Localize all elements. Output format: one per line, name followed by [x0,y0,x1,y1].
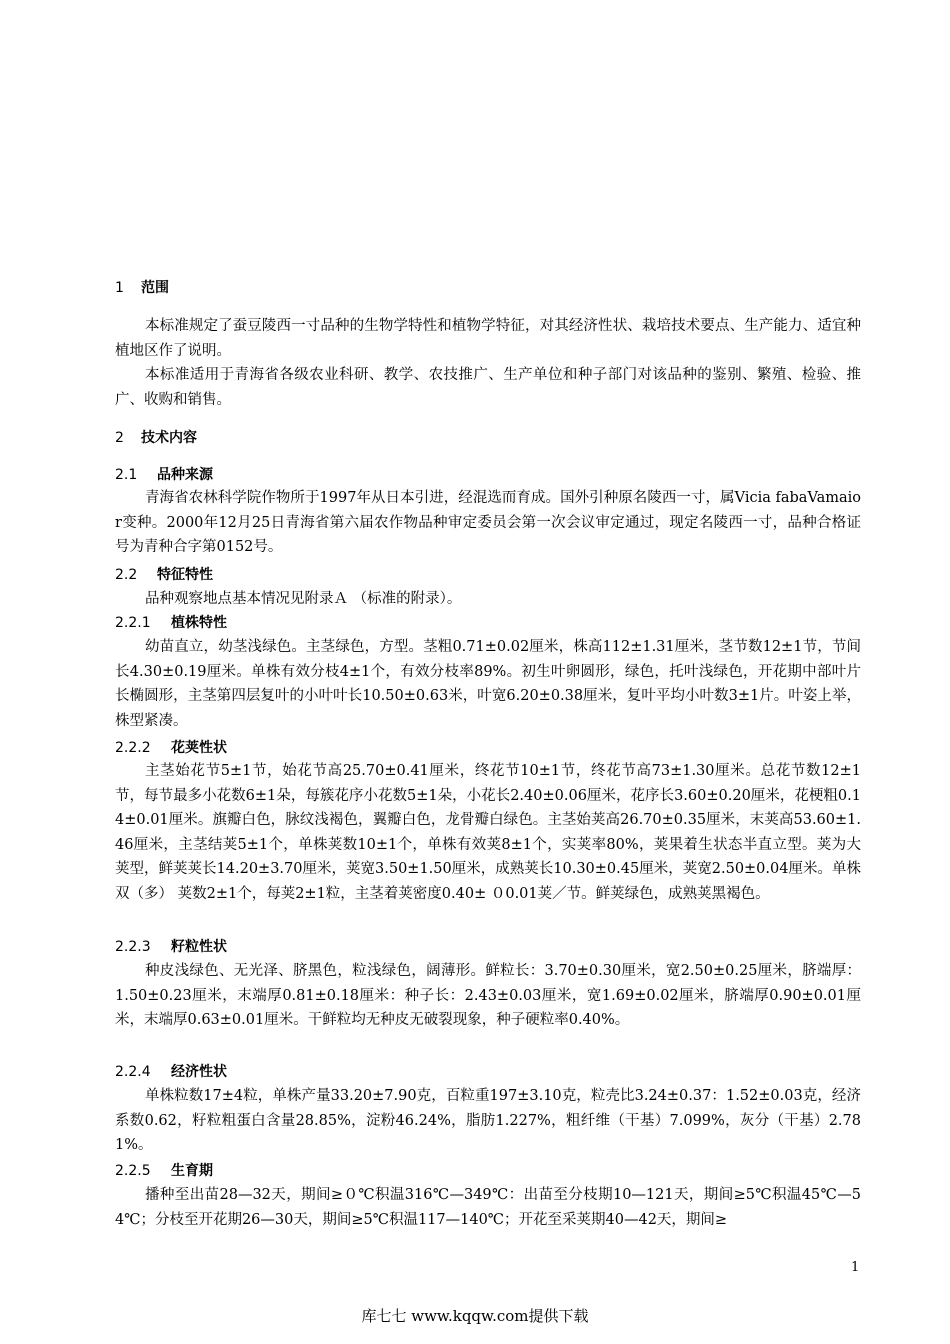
section-heading-2-2-2: 2.2.2 花荚性状 [115,740,227,756]
paragraph-seed-traits: 种皮浅绿色、无光泽、脐黑色，粒浅绿色，阔薄形。鲜粒长：3.70±0.30厘米，宽2.50±0.25厘米，脐端厚：1.50±0.23厘米，末端厚0.81±0.18厘米：种子长：2.43±0.03厘米，宽1.69±0.02厘米，脐端厚0.90±0.01厘米，末端厚0.63±0.01厘米。干鲜粒均无种皮无破裂现象，种子硬粒率0.40%。 [115,963,861,1028]
section-heading-2-2-5: 2.2.5 生育期 [115,1163,213,1179]
section-heading-2-1: 2.1 品种来源 [115,467,213,483]
section-heading-2-2: 2.2 特征特性 [115,567,213,583]
paragraph-characteristics: 品种观察地点基本情况见附录Ａ （标准的附录）。 [145,591,462,607]
footer-download-link[interactable]: 库七七 www.kqqw.com提供下载 [361,1307,589,1325]
section-heading-2-2-1: 2.2.1 植株特性 [115,615,227,631]
section-heading-2-2-4: 2.2.4 经济性状 [115,1064,227,1080]
section-heading-2-2-3: 2.2.3 籽粒性状 [115,939,227,955]
paragraph-variety-source: 青海省农林科学院作物所于1997年从日本引进，经混选而育成。国外引种原名陵西一寸，属Vicia fabaVamaior变种。2000年12月25日青海省第六届农作物品种审定委员会第一次会议审定通过，现定名陵西一寸，品种合格证号为青种合字第0152号。 [115,490,861,555]
paragraph-economic-traits: 单株粒数17±4粒，单株产量33.20±7.90克，百粒重197±3.10克，粒壳比3.24±0.37：1.52±0.03克，经济系数0.62，籽粒粗蛋白含量28.85%，淀粉46.24%，脂肪1.227%，粗纤维（干基）7.099%，灰分（干基）2.781%。 [115,1088,861,1153]
section-heading-2: 2 技术内容 [115,430,197,446]
paragraph-scope-2: 本标准适用于青海省各级农业科研、教学、农技推广、生产单位和种子部门对该品种的鉴别、繁殖、检验、推广、收购和销售。 [115,367,861,408]
paragraph-scope-1: 本标准规定了蚕豆陵西一寸品种的生物学特性和植物学特征，对其经济性状、栽培技术要点、生产能力、适宜种植地区作了说明。 [115,318,861,359]
paragraph-plant-traits: 幼苗直立，幼茎浅绿色。主茎绿色，方型。茎粗0.71±0.02厘米，株高112±1.31厘米，茎节数12±1节，节间长4.30±0.19厘米。单株有效分枝4±1个，有效分枝率89%。初生叶卵圆形，绿色，托叶浅绿色，开花期中部叶片长椭圆形，主茎第四层复叶的小叶叶长10.50±0.63米，叶宽6.20±0.38厘米，复叶平均小叶数3±1片。叶姿上举，株型紧凑。 [115,639,861,729]
page-number: 1 [851,1260,860,1275]
paragraph-growth-period: 播种至出苗28—32天，期间≥０℃积温316℃—349℃：出苗至分枝期10—121天，期间≥5℃积温45℃—54℃；分枝至开花期26—30天，期间≥5℃积温117—140℃；开花至采荚期40—42天，期间≥ [115,1187,861,1228]
section-heading-1: 1 范围 [115,280,169,296]
paragraph-flower-pod-traits: 主茎始花节5±1节，始花节高25.70±0.41厘米，终花节10±1节，终花节高73±1.30厘米。总花节数12±1节，每节最多小花数6±1朵，每簇花序小花数5±1朵，小花长2.40±0.06厘米，花序长3.60±0.20厘米，花梗粗0.14±0.01厘米。旗瓣白色，脉纹浅褐色，翼瓣白色，龙骨瓣白绿色。主茎始荚高26.70±0.35厘米，末荚高53.60±1.46厘米，主茎结荚5±1个，单株荚数10±1个，单株有效荚8±1个，实荚率80%，荚果着生状态半直立型。荚为大荚型，鲜荚荚长14.20±3.70厘米，荚宽3.50±1.50厘米，成熟荚长10.30±0.45厘米，荚宽2.50±0.04厘米。单株双（多） 荚数2±1个，每荚2±1粒，主茎着荚密度0.40± ０0.01荚／节。鲜荚绿色，成熟荚黑褐色。 [115,763,861,902]
